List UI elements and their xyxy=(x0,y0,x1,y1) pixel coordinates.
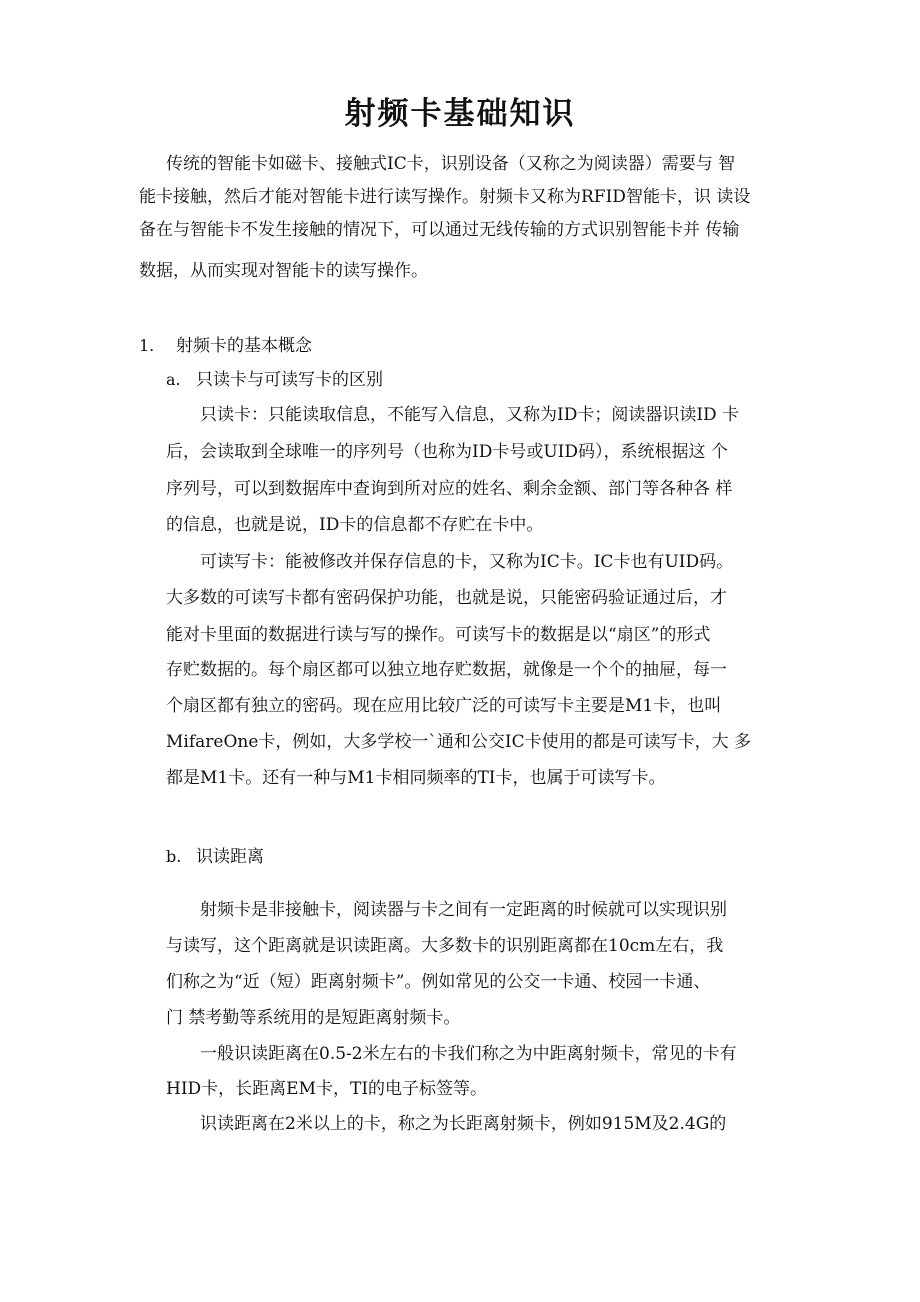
sub-b-p2-line-1: 一般识读距离在0.5-2米左右的卡我们称之为中距离射频卡，常见的卡有 xyxy=(200,1044,737,1064)
intro-line-1: 传统的智能卡如磁卡、接触式IC卡，识别设备（又称之为阅读器）需要与 智 xyxy=(166,154,736,174)
sub-b-p1-line-4: 门 禁考勤等系统用的是短距离射频卡。 xyxy=(166,1008,461,1028)
intro-line-2: 能卡接触，然后才能对智能卡进行读写操作。射频卡又称为RFID智能卡，识 读设 xyxy=(139,187,751,207)
sub-a-p2-line-6: MifareOne卡，例如，大多学校一`通和公交IC卡使用的都是可读写卡，大 多 xyxy=(166,732,752,752)
sub-a-p2-line-1: 可读写卡：能被修改并保存信息的卡，又称为IC卡。IC卡也有UID码。 xyxy=(200,552,734,572)
sub-b-p1-line-1: 射频卡是非接触卡，阅读器与卡之间有一定距离的时候就可以实现识别 xyxy=(200,900,727,920)
subsection-b-label: b. xyxy=(166,847,182,866)
section-1-heading: 射频卡的基本概念 xyxy=(176,336,312,356)
sub-a-p1-line-4: 的信息，也就是说，ID卡的信息都不存贮在卡中。 xyxy=(166,515,544,535)
sub-b-p1-line-2: 与读写，这个距离就是识读距离。大多数卡的识别距离都在10cm左右，我 xyxy=(166,936,724,956)
document-title: 射频卡基础知识 xyxy=(344,96,576,132)
sub-a-p2-line-7: 都是M1卡。还有一种与M1卡相同频率的TI卡，也属于可读写卡。 xyxy=(166,768,666,788)
subsection-b-heading: 识读距离 xyxy=(196,847,264,867)
sub-a-p1-line-2: 后，会读取到全球唯一的序列号（也称为ID卡号或UID码），系统根据这 个 xyxy=(166,442,728,462)
sub-a-p1-line-1: 只读卡：只能读取信息，不能写入信息，又称为ID卡；阅读器识读ID 卡 xyxy=(200,405,740,425)
intro-line-4: 数据，从而实现对智能卡的读写操作。 xyxy=(139,261,428,281)
sub-a-p2-line-3: 能对卡里面的数据进行读与写的操作。可读写卡的数据是以“扇区”的形式 xyxy=(166,625,711,645)
sub-a-p1-line-3: 序列号，可以到数据库中查询到所对应的姓名、剩余金额、部门等各种各 样 xyxy=(166,479,733,499)
sub-b-p3-line-1: 识读距离在2米以上的卡，称之为长距离射频卡，例如915M及2.4G的 xyxy=(200,1114,727,1134)
sub-b-p1-line-3: 们称之为“近（短）距离射频卡”。例如常见的公交一卡通、校园一卡通、 xyxy=(166,972,711,992)
subsection-a-heading: 只读卡与可读写卡的区别 xyxy=(196,370,383,390)
section-1-number: 1. xyxy=(139,336,155,355)
sub-a-p2-line-5: 个扇区都有独立的密码。现在应用比较广泛的可读写卡主要是M1卡，也叫 xyxy=(166,696,722,716)
sub-a-p2-line-2: 大多数的可读写卡都有密码保护功能，也就是说，只能密码验证通过后，才 xyxy=(166,588,727,608)
subsection-a-label: a. xyxy=(166,370,181,389)
sub-b-p2-line-2: HID卡，长距离EM卡，TI的电子标签等。 xyxy=(166,1079,488,1099)
intro-line-3: 备在与智能卡不发生接触的情况下，可以通过无线传输的方式识别智能卡并 传输 xyxy=(139,220,740,240)
sub-a-p2-line-4: 存贮数据的。每个扇区都可以独立地存贮数据，就像是一个个的抽屉，每一 xyxy=(166,660,727,680)
